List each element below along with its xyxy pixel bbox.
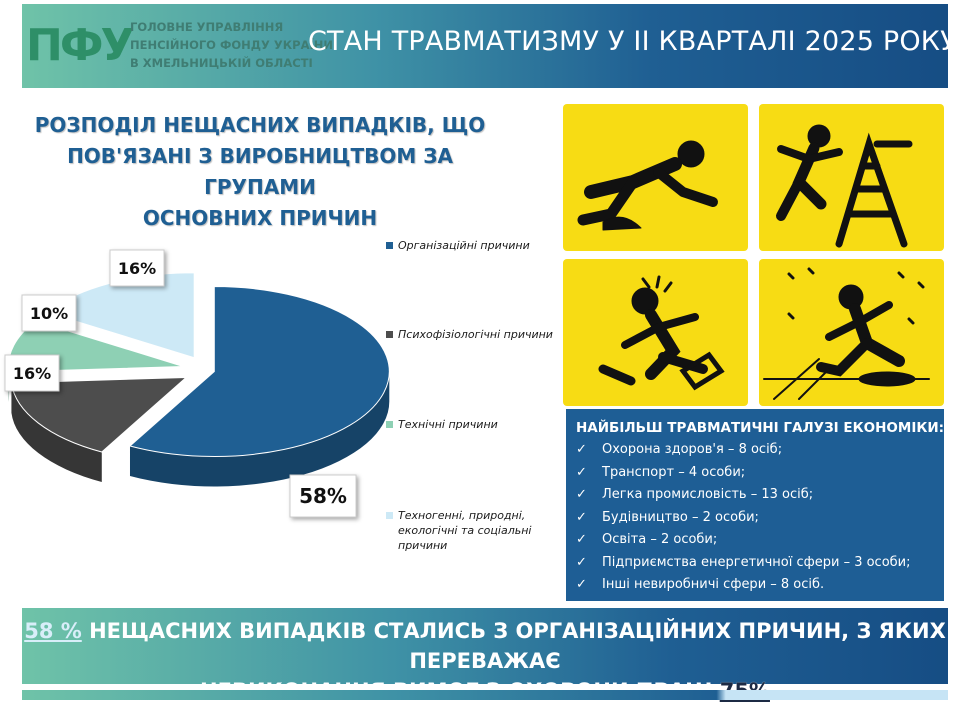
industry-text: Транспорт – 4 особи; <box>602 464 746 480</box>
data-label: 58% <box>299 484 347 508</box>
industry-text: Будівництво – 2 особи; <box>602 509 759 525</box>
org-line-1: ГОЛОВНЕ УПРАВЛІННЯ <box>130 20 284 34</box>
legend-label: Психофізіологічні причини <box>398 328 553 341</box>
bottom-divider <box>22 690 948 700</box>
chart-title <box>20 110 500 234</box>
check-icon: ✓ <box>576 554 587 570</box>
list-item <box>576 439 944 462</box>
check-icon: ✓ <box>576 464 587 480</box>
industries-heading: НАЙБІЛЬШ ТРАВМАТИЧНІ ГАЛУЗІ ЕКОНОМІКИ: <box>576 420 945 436</box>
check-icon: ✓ <box>576 532 587 547</box>
list-item <box>576 552 944 575</box>
summary-line-1 <box>22 616 948 676</box>
pfu-logo: ПФУ <box>26 20 132 71</box>
legend-swatch <box>386 331 393 338</box>
check-icon: ✓ <box>576 577 587 592</box>
organization-name <box>130 18 333 72</box>
legend-item-technogenic <box>386 508 556 553</box>
org-line-3: В ХМЕЛЬНИЦЬКІЙ ОБЛАСТІ <box>130 56 313 70</box>
header-banner <box>22 4 957 88</box>
legend-swatch <box>386 512 393 519</box>
data-label: 16% <box>117 259 157 278</box>
legend-swatch <box>386 242 393 249</box>
industries-panel <box>566 409 944 601</box>
chart-title-line-3: ОСНОВНИХ ПРИЧИН <box>142 206 378 230</box>
legend-swatch <box>386 421 393 428</box>
summary-banner <box>22 608 948 684</box>
list-item <box>576 529 944 552</box>
slip-fall-icon <box>563 104 748 251</box>
chart-title-line-2: ПОВ'ЯЗАНІ З ВИРОБНИЦТВОМ ЗА ГРУПАМИ <box>67 144 453 199</box>
summary-percent-1: 58 % <box>24 619 82 643</box>
legend-item-organizational <box>386 238 556 253</box>
industry-text: Інші невиробничі сфери – 8 осіб. <box>602 577 825 592</box>
industry-text: Охорона здоров'я – 8 осіб; <box>602 442 783 457</box>
page-title: СТАН ТРАВМАТИЗМУ У ІІ КВАРТАЛІ 2025 РОКУ <box>308 26 957 57</box>
chart-title-line-1: РОЗПОДІЛ НЕЩАСНИХ ВИПАДКІВ, ЩО <box>34 113 486 137</box>
industries-list <box>576 439 944 597</box>
industry-text: Освіта – 2 особи; <box>602 532 718 547</box>
legend-item-psychophysiological <box>386 327 556 342</box>
legend-label: Техногенні, природні, екологічні та соціальні причини <box>398 509 532 552</box>
data-label: 16% <box>12 364 52 383</box>
legend-label: Організаційні причини <box>398 239 530 252</box>
list-item <box>576 484 944 507</box>
wet-floor-fall-icon <box>759 259 944 406</box>
industry-text: Підприємства енергетичної сфери – 3 особи; <box>602 554 911 570</box>
data-label: 10% <box>29 304 69 323</box>
trip-fall-icon <box>563 259 748 406</box>
check-icon: ✓ <box>576 509 587 525</box>
list-item <box>576 462 944 485</box>
list-item <box>576 574 944 597</box>
summary-text-1: НЕЩАСНИХ ВИПАДКІВ СТАЛИСЬ З ОРГАНІЗАЦІЙНИХ ПРИЧИН, З ЯКИХ ПЕРЕВАЖАЄ <box>81 619 946 673</box>
legend-label: Технічні причини <box>398 418 498 431</box>
industry-text: Легка промисловість – 13 осіб; <box>602 487 814 502</box>
legend-item-technical <box>386 417 556 432</box>
org-line-2: ПЕНСІЙНОГО ФОНДУ УКРАЇНИ <box>130 38 333 52</box>
check-icon: ✓ <box>576 442 587 457</box>
check-icon: ✓ <box>576 487 587 502</box>
list-item <box>576 507 944 530</box>
ladder-fall-icon <box>759 104 944 251</box>
